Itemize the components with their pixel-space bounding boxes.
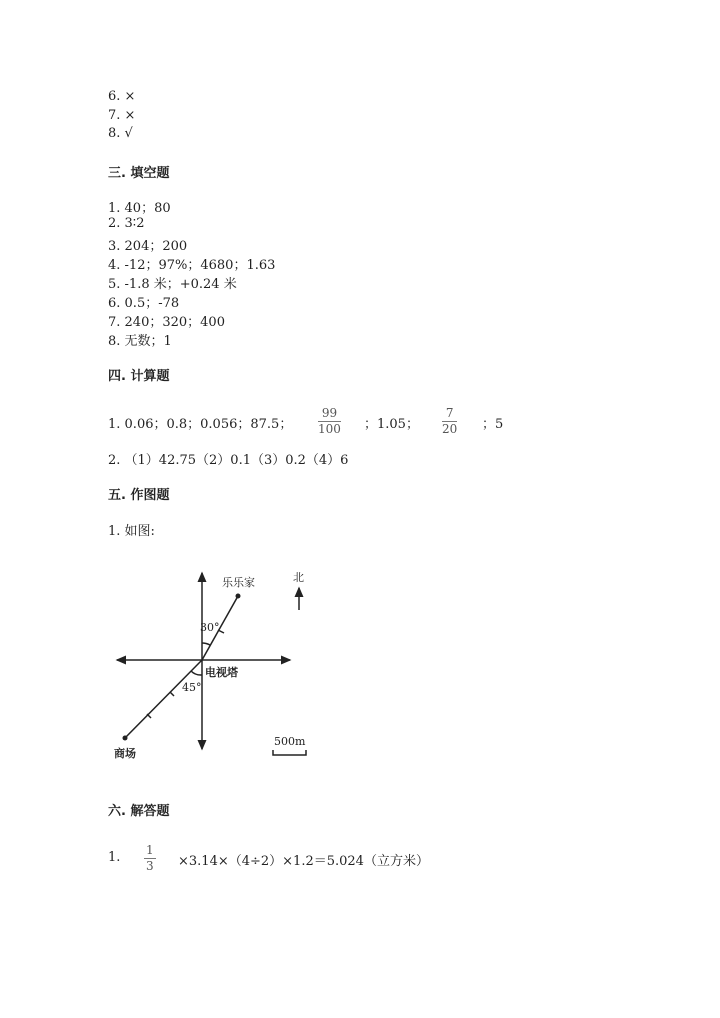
label-scale: 500m bbox=[274, 735, 306, 748]
label-north: 北 bbox=[293, 571, 304, 584]
answer-line: 1. 40；80 bbox=[108, 201, 171, 216]
section-heading: 五. 作图题 bbox=[108, 488, 170, 503]
answer-line: ×3.14×（4÷2）×1.2＝5.024（立方米） bbox=[178, 854, 429, 869]
answer-line: 8. √ bbox=[108, 126, 133, 141]
answer-line: 1. 如图: bbox=[108, 524, 155, 539]
fraction: $\frac{99}{100}$ bbox=[318, 406, 341, 436]
answer-line: 6. 0.5；-78 bbox=[108, 296, 180, 311]
section-heading: 四. 计算题 bbox=[108, 369, 170, 384]
section-heading: 六. 解答题 bbox=[108, 804, 170, 819]
label-mall: 商场 bbox=[114, 747, 136, 760]
answer-line: 7. 240；320；400 bbox=[108, 315, 225, 330]
label-tower: 电视塔 bbox=[205, 666, 238, 679]
answer-line: 6. × bbox=[108, 89, 136, 104]
answer-line: 1. 0.06；0.8；0.056；87.5； bbox=[108, 417, 293, 432]
fraction: $\frac{7}{20}$ bbox=[442, 406, 458, 436]
fraction: $\frac{1}{3}$ bbox=[146, 843, 154, 873]
answer-line: 4. -12；97%；4680；1.63 bbox=[108, 258, 276, 273]
label-angle-30: 30° bbox=[200, 621, 220, 634]
label-angle-45: 45° bbox=[182, 681, 202, 694]
answer-number: 1. bbox=[108, 850, 121, 865]
section-heading: 三. 填空题 bbox=[108, 166, 170, 181]
answer-line: 3. 204；200 bbox=[108, 239, 188, 254]
answer-line: 5. -1.8 米；+0.24 米 bbox=[108, 277, 237, 292]
answer-line: ；5 bbox=[482, 417, 504, 432]
answer-line: 8. 无数；1 bbox=[108, 334, 172, 349]
answer-line: 2. （1）42.75（2）0.1（3）0.2（4）6 bbox=[108, 453, 349, 468]
answer-line: 2. 3∶2 bbox=[108, 216, 145, 231]
label-home: 乐乐家 bbox=[222, 576, 255, 589]
answer-line: ；1.05； bbox=[364, 417, 419, 432]
answer-line: 7. × bbox=[108, 108, 136, 123]
